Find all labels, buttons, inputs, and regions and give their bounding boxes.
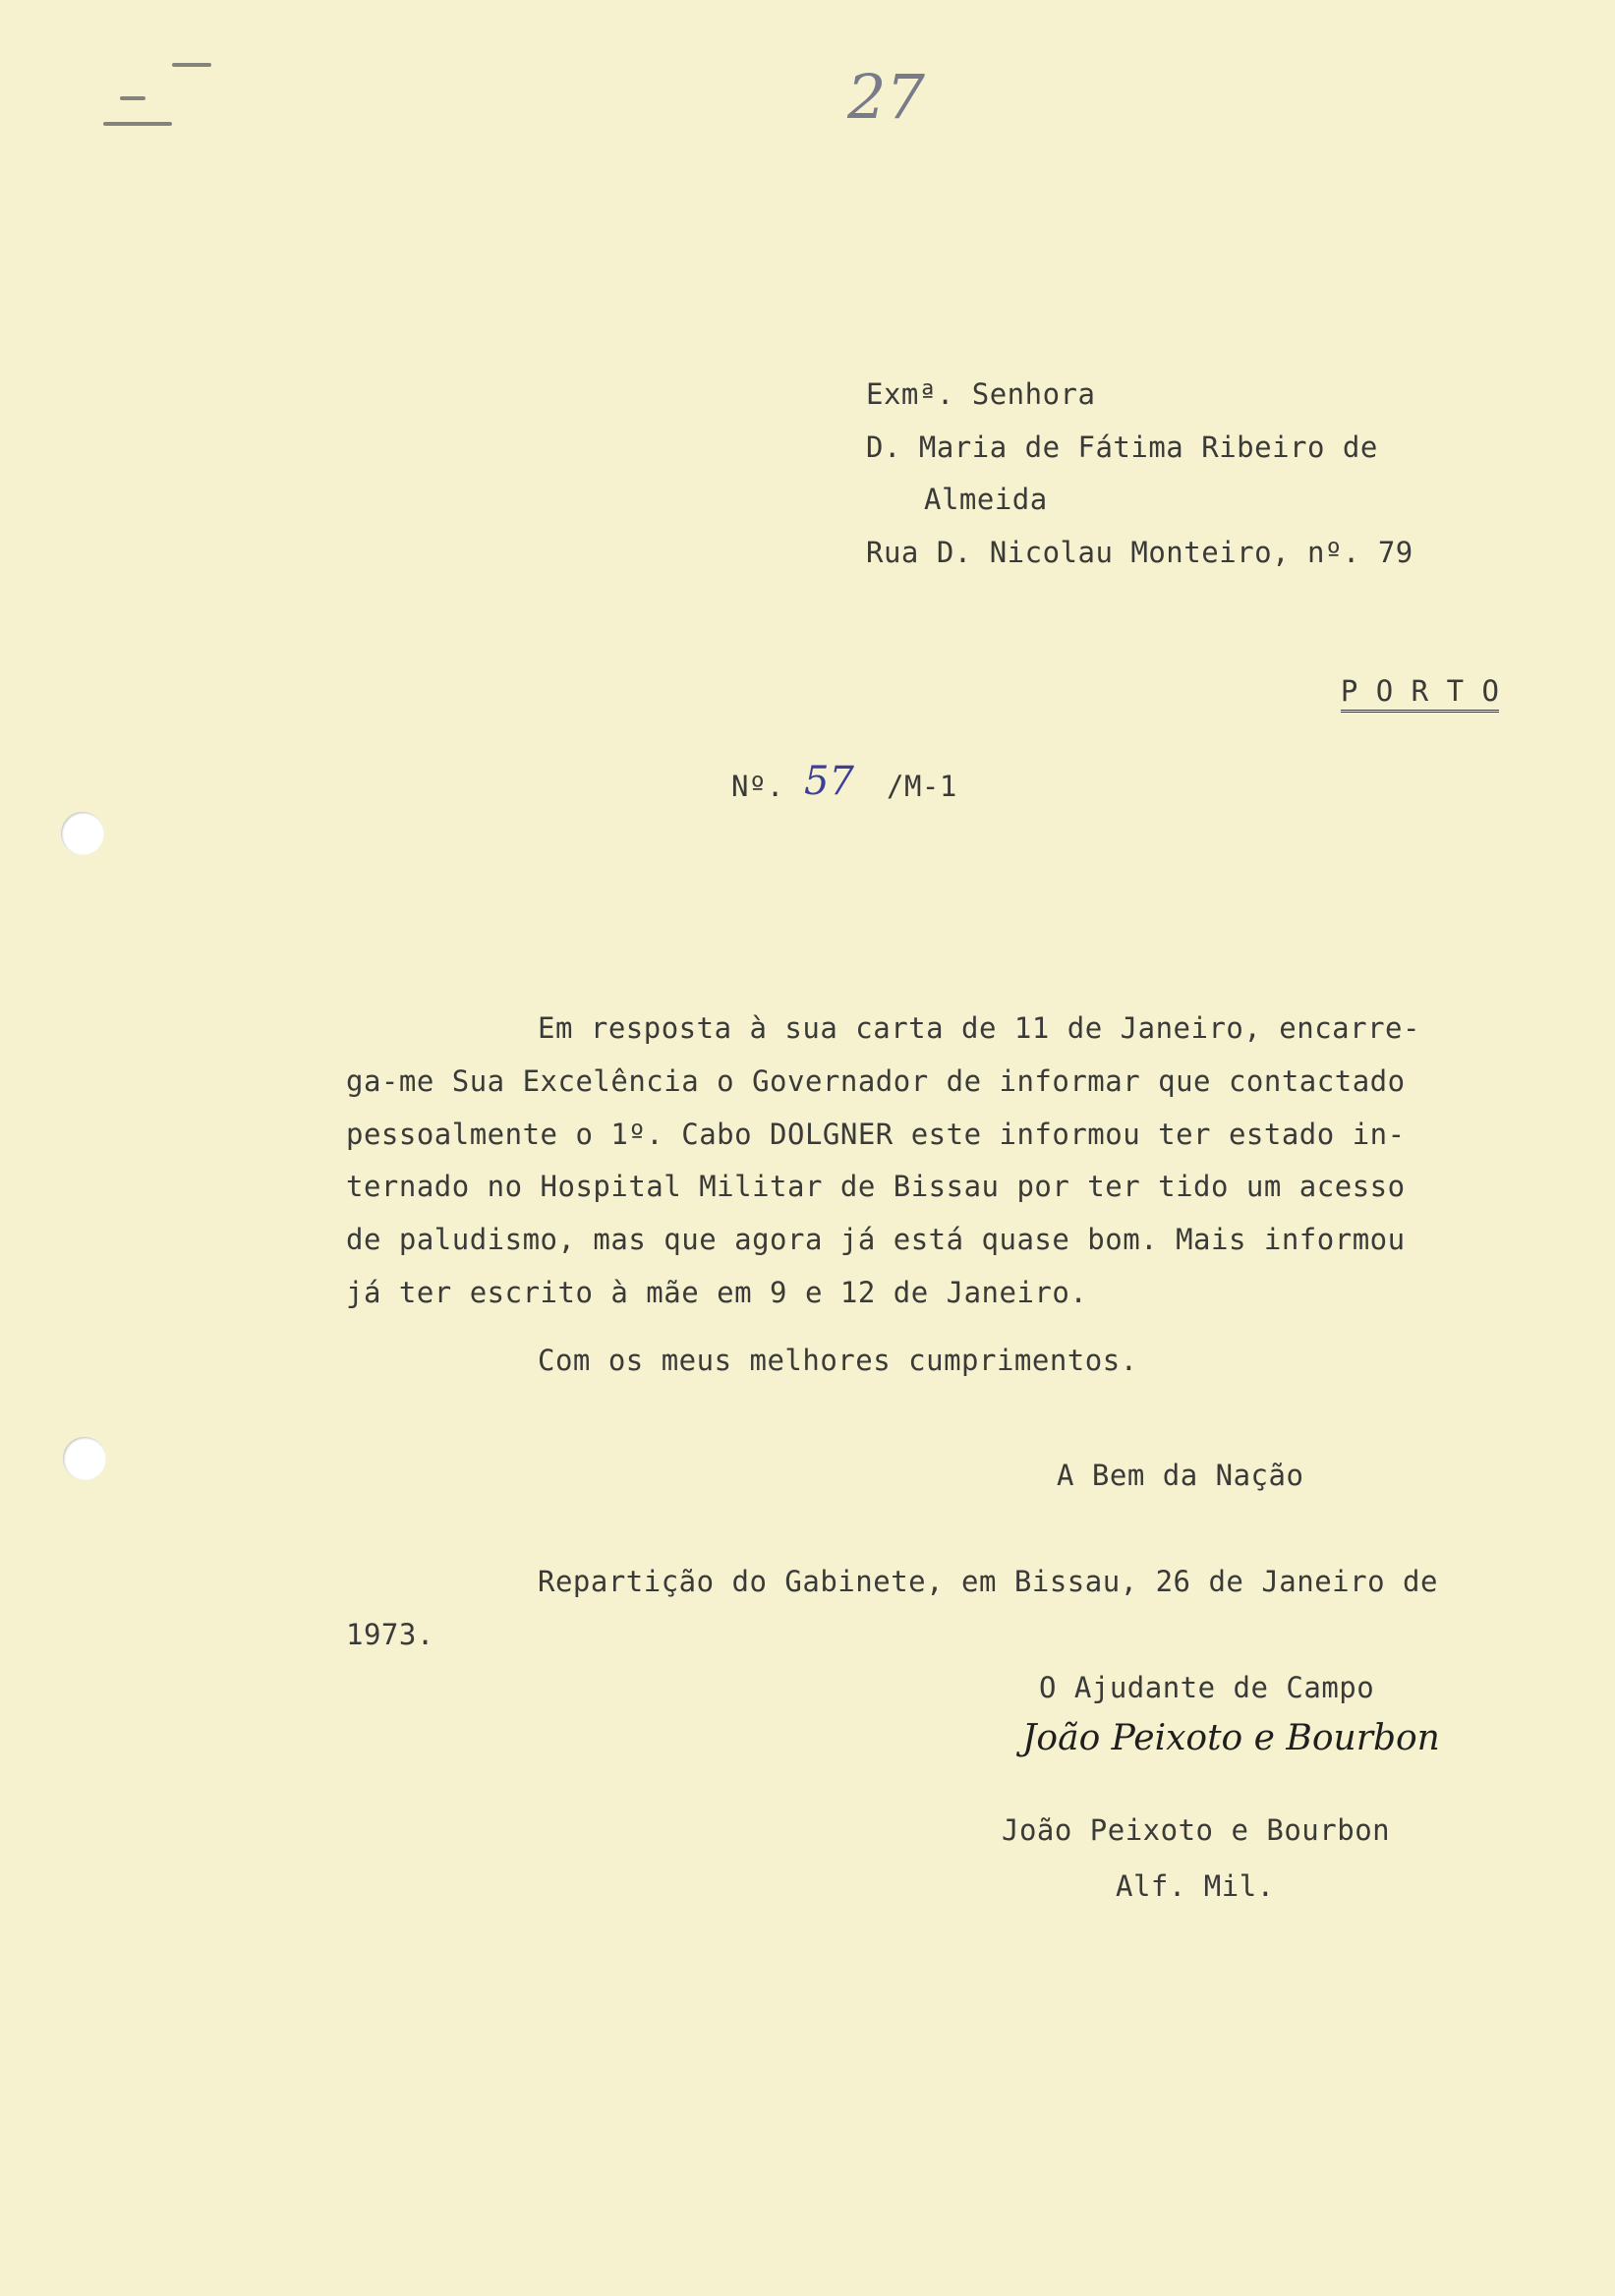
handwritten-signature: João Peixoto e Bourbon <box>1022 1718 1440 1758</box>
signature-rank: Alf. Mil. <box>1116 1869 1275 1903</box>
corner-mark <box>103 122 172 126</box>
body-line-6: já ter escrito à mãe em 9 e 12 de Janeiro. <box>346 1276 1088 1309</box>
recipient-name-line1: D. Maria de Fátima Ribeiro de <box>866 430 1378 464</box>
corner-mark <box>172 63 211 67</box>
dateline-line2: 1973. <box>346 1618 434 1651</box>
punch-hole-top <box>61 812 104 855</box>
page-number: 27 <box>847 61 925 133</box>
reference-number: 57 <box>804 759 854 804</box>
dateline-line1: Repartição do Gabinete, em Bissau, 26 de Janeiro de <box>538 1565 1438 1598</box>
body-line-2: ga-me Sua Excelência o Governador de informar que contactado <box>346 1064 1406 1098</box>
recipient-city-text: P O R T O <box>1341 674 1500 713</box>
recipient-address: Rua D. Nicolau Monteiro, nº. 79 <box>866 536 1413 569</box>
closing-line: Com os meus melhores cumprimentos. <box>538 1344 1138 1377</box>
body-line-3: pessoalmente o 1º. Cabo DOLGNER este informou ter estado in- <box>346 1118 1406 1151</box>
recipient-name-line2: Almeida <box>924 483 1048 516</box>
recipient-salutation: Exmª. Senhora <box>866 377 1096 411</box>
body-line-1: Em resposta à sua carta de 11 de Janeiro, encarre- <box>538 1011 1420 1045</box>
body-line-4: ternado no Hospital Militar de Bissau por ter tido um acesso <box>346 1170 1406 1203</box>
punch-hole-bottom <box>63 1437 106 1480</box>
signature-name: João Peixoto e Bourbon <box>1002 1813 1391 1847</box>
body-line-5: de paludismo, mas que agora já está quase bom. Mais informou <box>346 1223 1406 1256</box>
signature-role: O Ajudante de Campo <box>1039 1671 1375 1704</box>
corner-mark <box>120 96 145 100</box>
reference-prefix: Nº. <box>731 770 784 803</box>
recipient-city <box>1270 613 1499 770</box>
motto: A Bem da Nação <box>1057 1459 1304 1492</box>
reference-suffix: /M-1 <box>887 770 957 803</box>
